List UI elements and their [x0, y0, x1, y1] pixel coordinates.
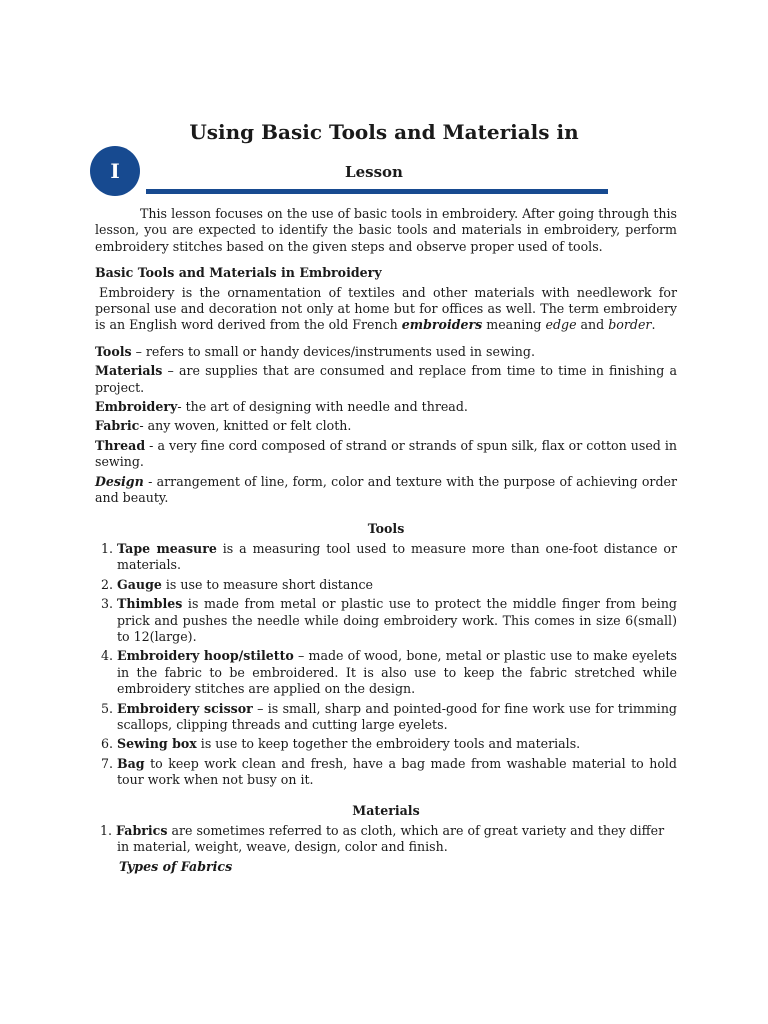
- tool-term: Sewing box: [117, 736, 197, 752]
- page-title: Using Basic Tools and Materials in: [189, 120, 579, 144]
- tool-item: [117, 577, 677, 593]
- tool-item: [117, 541, 677, 574]
- definition-text: - a very fine cord composed of strand or strands of spun silk, flax or cotton used in sewing.: [95, 437, 677, 470]
- definition-term: Materials: [95, 363, 163, 379]
- para-emphasis-edge: edge: [545, 317, 577, 333]
- tool-text: – made of wood, bone, metal or plastic use to make eyelets in the fabric to be embroidered. It is also use to keep the fabric stretched while embroidery stitches are applied on the design.: [117, 648, 677, 697]
- definition-term: Tools: [95, 343, 132, 359]
- para-text-end: .: [651, 317, 656, 333]
- material-text: are sometimes referred to as cloth, which are of great variety and they differ in material, weight, weave, design, color and finish.: [117, 823, 665, 855]
- tool-text: is a measuring tool used to measure more than one-foot distance or materials.: [117, 540, 677, 573]
- tool-text: is use to measure short distance: [161, 576, 373, 592]
- definition-term: Thread: [95, 437, 146, 453]
- tool-item: [117, 756, 677, 789]
- materials-heading: Materials: [352, 802, 420, 818]
- definition-text: – refers to small or handy devices/instruments used in sewing.: [131, 343, 535, 359]
- para-emphasis-embroiders: embroiders: [401, 317, 483, 333]
- definition-term: Design: [95, 473, 144, 489]
- tool-text: is use to keep together the embroidery tools and materials.: [196, 736, 581, 752]
- definition-item: [95, 418, 677, 434]
- lesson-number-badge: I: [90, 146, 140, 196]
- lesson-label: Lesson: [345, 163, 403, 181]
- para-text-mid: meaning: [482, 317, 546, 333]
- definition-term: Fabric: [95, 418, 140, 434]
- definition-text: - arrangement of line, form, color and texture with the purpose of achieving order and beauty.: [95, 473, 677, 506]
- para-text-start: Embroidery is the ornamentation of textiles and other materials with needlework for personal use and decoration not only at home but for offices as well. The term embroidery is an English word derived from the old French: [95, 284, 677, 333]
- material-term: Fabrics: [116, 823, 168, 838]
- definition-term: Embroidery: [95, 399, 178, 415]
- tool-text: is made from metal or plastic use to protect the middle finger from being prick and pushes the needle while doing embroidery work. This comes in size 6(small) to 12(large).: [117, 596, 677, 644]
- intro-paragraph: This lesson focuses on the use of basic tools in embroidery. After going through this lesson, you are expected to identify the basic tools and materials in embroidery, perform embroidery stitches based on the given steps and observe proper used of tools.: [95, 206, 677, 254]
- tool-term: Gauge: [117, 576, 162, 592]
- definition-item: [95, 363, 677, 396]
- tool-item: [117, 596, 677, 645]
- basic-section-heading: Basic Tools and Materials in Embroidery: [95, 265, 382, 281]
- definition-item: [95, 474, 677, 507]
- tool-term: Thimbles: [117, 596, 183, 612]
- tool-item: [117, 648, 677, 697]
- tool-text: – is small, sharp and pointed-good for fine work use for trimming scallops, clipping threads and cutting large eyelets.: [117, 700, 677, 732]
- definition-item: [95, 344, 677, 360]
- tools-heading: Tools: [367, 520, 405, 536]
- lesson-divider: [146, 189, 608, 194]
- para-text-and: and: [576, 317, 609, 333]
- material-number: 1.: [100, 823, 113, 838]
- tool-text: to keep work clean and fresh, have a bag made from washable material to hold tour work when not busy on it.: [117, 755, 677, 788]
- definition-text: - any woven, knitted or felt cloth.: [139, 418, 352, 434]
- para-emphasis-border: border: [608, 317, 652, 333]
- tool-term: Bag: [117, 755, 145, 771]
- definition-text: - the art of designing with needle and thread.: [177, 399, 468, 415]
- tool-term: Embroidery scissor: [117, 700, 253, 716]
- tool-term: Embroidery hoop/stiletto: [117, 648, 294, 664]
- definitions-list: [95, 344, 677, 507]
- definition-item: [95, 399, 677, 415]
- lesson-content: [95, 206, 677, 875]
- definition-item: [95, 438, 677, 471]
- tool-item: [117, 736, 677, 752]
- tool-item: [117, 701, 677, 734]
- types-of-fabrics-heading: Types of Fabrics: [119, 858, 233, 874]
- tools-list: [95, 541, 677, 789]
- material-item: [95, 823, 677, 856]
- definition-text: – are supplies that are consumed and replace from time to time in finishing a project.: [95, 363, 677, 395]
- embroidery-definition-paragraph: [95, 285, 677, 334]
- tool-term: Tape measure: [117, 540, 217, 556]
